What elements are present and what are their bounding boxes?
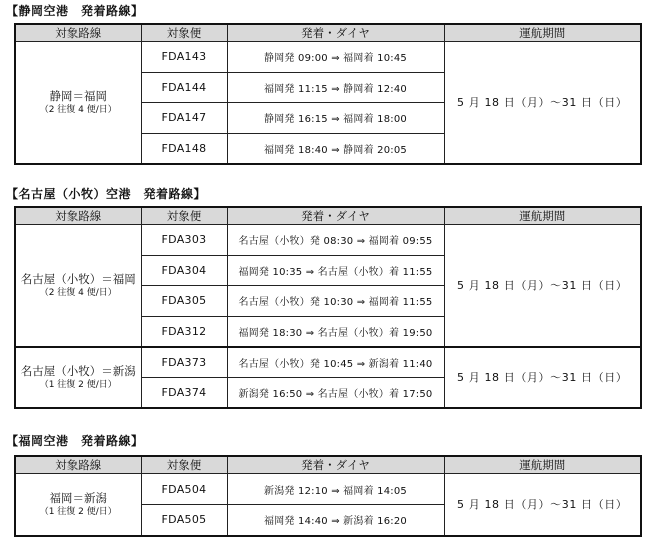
header-schedule: 発着・ダイヤ bbox=[227, 207, 444, 225]
flight-number: FDA143 bbox=[141, 42, 227, 73]
table-header-row bbox=[15, 456, 641, 474]
route-name: 福岡＝新潟 bbox=[49, 490, 107, 505]
section-title-nagoya: 【名古屋（小牧）空港 発着路線】 bbox=[6, 187, 207, 201]
flight-number: FDA305 bbox=[141, 286, 227, 317]
period-cell: 5 月 18 日（月）～31 日（日） bbox=[444, 474, 641, 536]
section-title-shizuoka: 【静岡空港 発着路線】 bbox=[6, 4, 144, 18]
route-name: 名古屋（小牧）＝新潟 bbox=[20, 363, 136, 378]
route-note: （1 往復 2 便/日） bbox=[39, 506, 117, 517]
flight-number: FDA148 bbox=[141, 133, 227, 164]
header-flight: 対象便 bbox=[141, 207, 227, 225]
table-row bbox=[15, 42, 641, 73]
table-row bbox=[15, 225, 641, 256]
schedule-table-shizuoka bbox=[14, 23, 642, 165]
flight-schedule: 静岡発 09:00 ⇒ 福岡着 10:45 bbox=[227, 42, 444, 73]
header-period: 運航期間 bbox=[444, 207, 641, 225]
flight-number: FDA304 bbox=[141, 255, 227, 286]
flight-number: FDA312 bbox=[141, 316, 227, 347]
table-row bbox=[15, 474, 641, 505]
header-flight: 対象便 bbox=[141, 456, 227, 474]
flight-schedule: 新潟発 12:10 ⇒ 福岡着 14:05 bbox=[227, 474, 444, 505]
header-schedule: 発着・ダイヤ bbox=[227, 24, 444, 42]
route-cell bbox=[15, 225, 141, 347]
flight-schedule: 福岡発 10:35 ⇒ 名古屋（小牧）着 11:55 bbox=[227, 255, 444, 286]
flight-number: FDA374 bbox=[141, 377, 227, 408]
table-header-row bbox=[15, 24, 641, 42]
period-cell: 5 月 18 日（月）～31 日（日） bbox=[444, 42, 641, 164]
period-cell: 5 月 18 日（月）～31 日（日） bbox=[444, 347, 641, 408]
flight-number: FDA147 bbox=[141, 103, 227, 134]
table-header-row bbox=[15, 207, 641, 225]
flight-number: FDA373 bbox=[141, 347, 227, 378]
route-note: （2 往復 4 便/日） bbox=[39, 287, 117, 298]
route-name: 静岡＝福岡 bbox=[49, 88, 107, 103]
flight-schedule: 福岡発 11:15 ⇒ 静岡着 12:40 bbox=[227, 72, 444, 103]
flight-schedule: 静岡発 16:15 ⇒ 福岡着 18:00 bbox=[227, 103, 444, 134]
schedule-table-fukuoka bbox=[14, 455, 642, 537]
header-route: 対象路線 bbox=[15, 24, 141, 42]
route-name: 名古屋（小牧）＝福岡 bbox=[20, 271, 136, 286]
route-cell bbox=[15, 347, 141, 408]
flight-number: FDA303 bbox=[141, 225, 227, 256]
header-schedule: 発着・ダイヤ bbox=[227, 456, 444, 474]
flight-schedule: 福岡発 18:40 ⇒ 静岡着 20:05 bbox=[227, 133, 444, 164]
period-cell: 5 月 18 日（月）～31 日（日） bbox=[444, 225, 641, 347]
route-cell bbox=[15, 474, 141, 536]
flight-schedule: 名古屋（小牧）発 08:30 ⇒ 福岡着 09:55 bbox=[227, 225, 444, 256]
route-cell bbox=[15, 42, 141, 164]
flight-schedule: 新潟発 16:50 ⇒ 名古屋（小牧）着 17:50 bbox=[227, 377, 444, 408]
flight-number: FDA144 bbox=[141, 72, 227, 103]
flight-schedule: 福岡発 18:30 ⇒ 名古屋（小牧）着 19:50 bbox=[227, 316, 444, 347]
route-note: （1 往復 2 便/日） bbox=[39, 379, 117, 390]
schedule-table-nagoya bbox=[14, 206, 642, 409]
flight-number: FDA505 bbox=[141, 505, 227, 536]
flight-schedule: 名古屋（小牧）発 10:30 ⇒ 福岡着 11:55 bbox=[227, 286, 444, 317]
header-flight: 対象便 bbox=[141, 24, 227, 42]
header-route: 対象路線 bbox=[15, 207, 141, 225]
flight-schedule: 福岡発 14:40 ⇒ 新潟着 16:20 bbox=[227, 505, 444, 536]
header-period: 運航期間 bbox=[444, 456, 641, 474]
flight-schedule: 名古屋（小牧）発 10:45 ⇒ 新潟着 11:40 bbox=[227, 347, 444, 378]
section-title-fukuoka: 【福岡空港 発着路線】 bbox=[6, 434, 144, 448]
header-period: 運航期間 bbox=[444, 24, 641, 42]
table-row bbox=[15, 347, 641, 378]
flight-number: FDA504 bbox=[141, 474, 227, 505]
route-note: （2 往復 4 便/日） bbox=[39, 104, 117, 115]
header-route: 対象路線 bbox=[15, 456, 141, 474]
